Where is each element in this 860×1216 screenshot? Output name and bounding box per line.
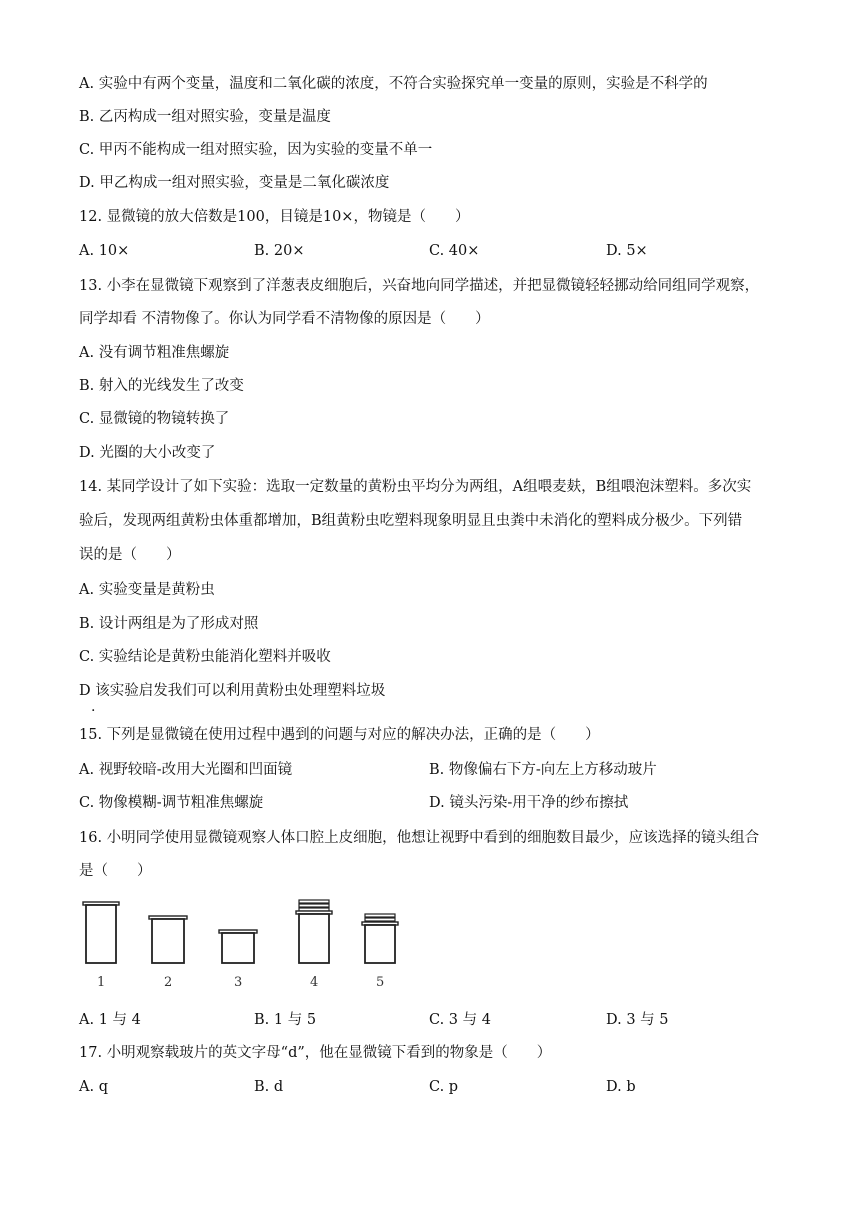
q12-stem: 12. 显微镜的放大倍数是100，目镜是10×，物镜是（ ） (79, 209, 470, 225)
q15-option-d: D. 镜头污染-用干净的纱布擦拭 (429, 795, 629, 811)
lens-label-2: 2 (164, 975, 173, 990)
q14-option-b: B. 设计两组是为了形成对照 (79, 616, 259, 632)
q16-stem-line1: 16. 小明同学使用显微镜观察人体口腔上皮细胞，他想让视野中看到的细胞数目最少，应该选择的镜头组合 (79, 830, 760, 846)
q14-stem-line2: 验后，发现两组黄粉虫体重都增加，B组黄粉虫吃塑料现象明显且虫粪中未消化的塑料成分极少。下列错 (79, 513, 743, 529)
q16-option-a: A. 1 与 4 (79, 1012, 141, 1028)
lens-3-icon (219, 930, 257, 963)
lens-2-icon (149, 916, 187, 963)
q14-stem-line1: 14. 某同学设计了如下实验：选取一定数量的黄粉虫平均分为两组，A组喂麦麸，B组喂泡沫塑料。多次实 (79, 479, 752, 495)
lens-label-5: 5 (376, 975, 385, 990)
lens-label-3: 3 (234, 975, 243, 990)
q16-option-d: D. 3 与 5 (606, 1012, 669, 1028)
lens-5-icon (362, 914, 398, 963)
q13-stem-line1: 13. 小李在显微镜下观察到了洋葱表皮细胞后，兴奋地向同学描述，并把显微镜轻轻挪动给同组同学观察， (79, 278, 760, 294)
q17-option-d: D. b (606, 1079, 636, 1095)
q11-option-b: B. 乙丙构成一组对照实验，变量是温度 (79, 109, 331, 125)
q13-option-c: C. 显微镜的物镜转换了 (79, 411, 230, 427)
q14-option-d: D 该实验启发我们可以利用黄粉虫处理塑料垃圾 (79, 683, 386, 699)
q15-option-c: C. 物像模糊-调节粗准焦螺旋 (79, 795, 264, 811)
q15-option-b: B. 物像偏右下方-向左上方移动玻片 (429, 762, 657, 778)
lens-4-icon (296, 900, 332, 963)
q16-stem-line2: 是（ ） (79, 863, 152, 879)
q14-option-a: A. 实验变量是黄粉虫 (79, 582, 215, 598)
q13-stem-line2: 同学却看 不清物像了。你认为同学看不清物像的原因是（ ） (79, 311, 490, 327)
q16-option-c: C. 3 与 4 (429, 1012, 491, 1028)
q12-option-d: D. 5× (606, 243, 648, 259)
q14-option-d-dot: . (91, 699, 96, 715)
lens-figure (79, 896, 419, 996)
q13-option-a: A. 没有调节粗准焦螺旋 (79, 345, 230, 361)
lens-label-4: 4 (310, 975, 319, 990)
q12-option-a: A. 10× (79, 243, 130, 259)
q11-option-d: D. 甲乙构成一组对照实验，变量是二氧化碳浓度 (79, 175, 390, 191)
lens-1-icon (83, 902, 119, 963)
q11-option-c: C. 甲丙不能构成一组对照实验，因为实验的变量不单一 (79, 142, 433, 158)
q11-option-a: A. 实验中有两个变量，温度和二氧化碳的浓度，不符合实验探究单一变量的原则，实验是不科学的 (79, 76, 708, 92)
q14-stem-line3: 误的是（ ） (79, 547, 181, 563)
q13-option-d: D. 光圈的大小改变了 (79, 445, 216, 461)
q17-stem: 17. 小明观察载玻片的英文字母“d”，他在显微镜下看到的物象是（ ） (79, 1045, 552, 1061)
lens-diagram (79, 896, 419, 996)
q12-option-c: C. 40× (429, 243, 480, 259)
q17-option-c: C. p (429, 1079, 459, 1095)
q17-option-b: B. d (254, 1079, 284, 1095)
q17-option-a: A. q (79, 1079, 108, 1095)
q13-option-b: B. 射入的光线发生了改变 (79, 378, 244, 394)
q15-stem: 15. 下列是显微镜在使用过程中遇到的问题与对应的解决办法，正确的是（ ） (79, 727, 600, 743)
q14-option-c: C. 实验结论是黄粉虫能消化塑料并吸收 (79, 649, 331, 665)
q15-option-a: A. 视野较暗-改用大光圈和凹面镜 (79, 762, 293, 778)
q16-option-b: B. 1 与 5 (254, 1012, 317, 1028)
q12-option-b: B. 20× (254, 243, 305, 259)
lens-label-1: 1 (97, 975, 106, 990)
